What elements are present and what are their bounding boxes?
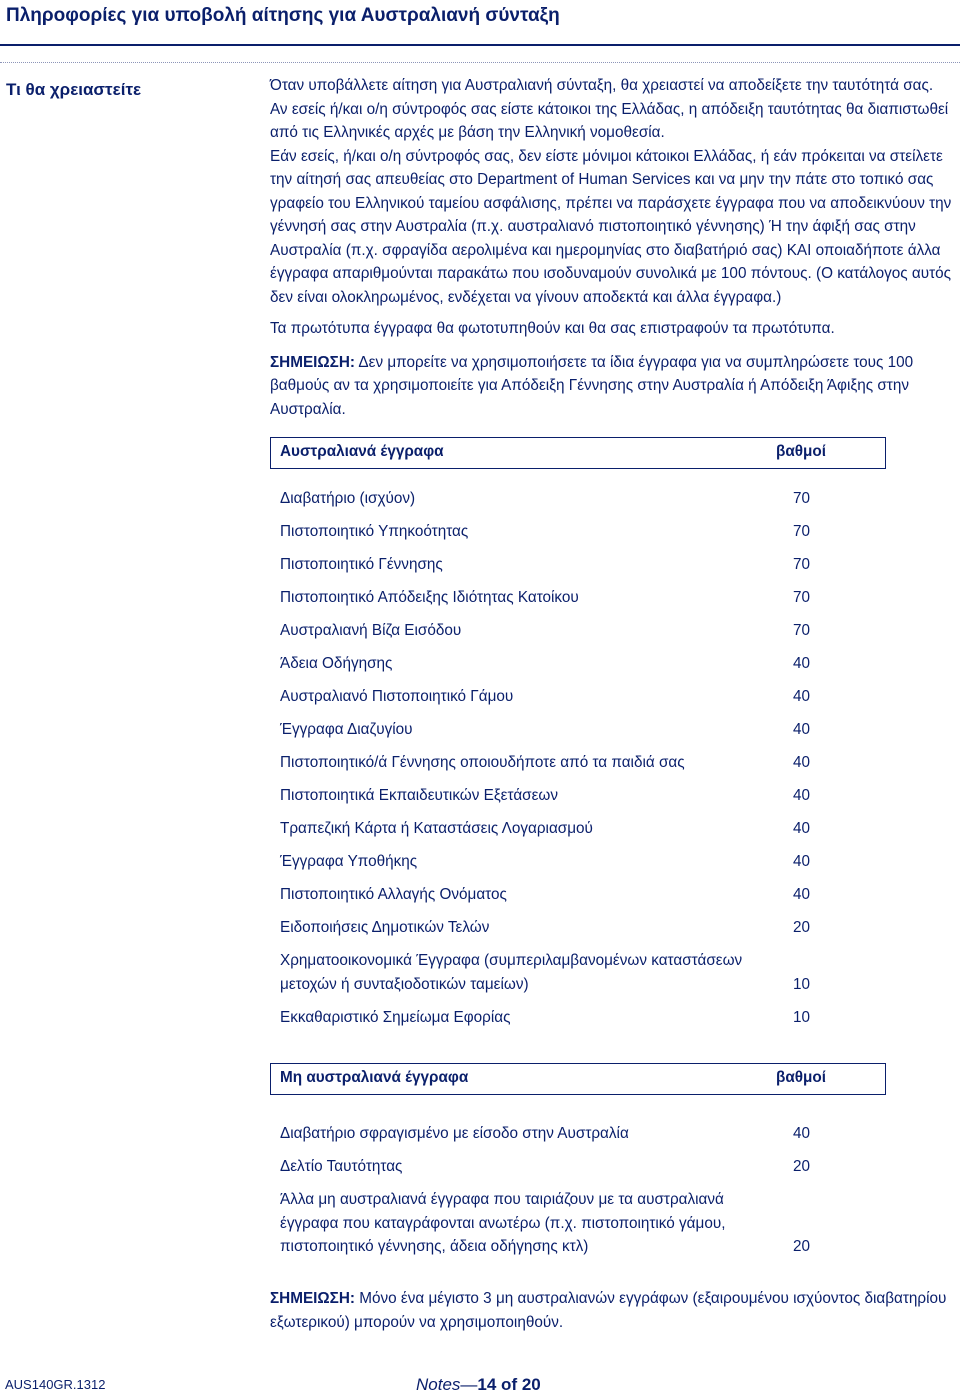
table-row [280,520,880,544]
note-label: ΣΗΜΕΙΩΣΗ: [270,353,356,371]
document-name: Εκκαθαριστικό Σημείωμα Εφορίας [280,1008,511,1026]
australian-docs-header-label: Αυστραλιανά έγγραφα [280,443,444,460]
non-australian-docs-list [280,1122,880,1268]
document-name: Διαβατήριο σφραγισμένο με είσοδο στην Αυστραλία [280,1125,629,1142]
document-points: 40 [793,820,811,837]
document-name: Τραπεζική Κάρτα ή Καταστάσεις Λογαριασμού [280,820,593,837]
page-indicator [416,1375,541,1395]
document-name: Δελτίο Ταυτότητας [280,1158,403,1175]
note-text: Δεν μπορείτε να χρησιμοποιήσετε τα ίδια έγγραφα για να συμπληρώσετε τους 100 βαθμούς αν τα χρησιμοποιείτε για Απόδειξη Γέννησης στην Αυστραλία ή Απόδειξη Άφιξης στην Αυστραλία. [270,353,914,418]
document-points: 40 [793,721,811,738]
table-row [280,685,880,709]
page-separator: — [460,1375,478,1394]
table-row [280,850,880,874]
document-name: Πιστοποιητικό Υπηκοότητας [280,523,469,540]
document-points: 40 [793,688,811,705]
document-name: Πιστοποιητικό Απόδειξης Ιδιότητας Κατοίκου [280,589,579,606]
document-name: Άδεια Οδήγησης [280,655,393,672]
document-points: 20 [793,919,811,936]
table-row [280,751,880,775]
document-points: 40 [793,1125,811,1142]
table-row [280,1188,880,1259]
document-points: 40 [793,886,811,903]
document-name: Πιστοποιητικό Αλλαγής Ονόματος [280,886,507,903]
table-row [280,1122,880,1146]
intro-paragraph-1: Όταν υποβάλλετε αίτηση για Αυστραλιανή σύνταξη, θα χρειαστεί να αποδείξετε την ταυτότητά σας. Αν εσείς ή/και ο/η σύντροφός σας είστε κάτοικοι της Ελλάδας, η απόδειξη ταυτότητας θα διαπιστωθεί από τις Ελληνικές αρχές με βάση την Ελληνική νομοθεσία. [270,77,949,141]
document-name: Αυστραλιανή Βίζα Εισόδου [280,622,462,639]
intro-content [270,74,954,431]
table-row [280,487,880,511]
document-points: 40 [793,853,811,870]
document-points: 10 [793,1008,811,1026]
title-bar [0,0,960,46]
section-label: Τι θα χρειαστείτε [6,80,142,99]
document-points: 40 [793,787,811,804]
bottom-note-text: Μόνο ένα μέγιστο 3 μη αυστραλιανών εγγράφων (εξαιρουμένου ισχύοντος διαβατηρίου εξωτερικού) μπορούν να χρησιμοποιηθούν. [270,1290,947,1331]
document-points: 40 [793,655,811,672]
page-number: 14 of 20 [477,1375,541,1394]
document-name: Αυστραλιανό Πιστοποιητικό Γάμου [280,688,514,705]
table-row [280,718,880,742]
document-name: Έγγραφα Υποθήκης [280,853,418,870]
document-points: 40 [793,754,811,771]
intro-paragraph-3: Τα πρωτότυπα έγγραφα θα φωτοτυπηθούν και θα σας επιστραφούν τα πρωτότυπα. [270,320,835,337]
page-title: Πληροφορίες για υποβολή αίτησης για Αυστραλιανή σύνταξη [6,5,560,26]
document-points: 20 [793,1158,811,1175]
section-divider [0,62,960,63]
document-name: Άλλα μη αυστραλιανά έγγραφα που ταιριάζουν με τα αυστραλιανά έγγραφα που καταγράφονται ανωτέρω (π.χ. πιστοποιητικό γάμου, πιστοποιητικό γέννησης, άδεια οδήγησης κτλ) [280,1191,726,1255]
table-row [280,652,880,676]
table-row [280,817,880,841]
intro-paragraph-2: Εάν εσείς, ή/και ο/η σύντροφός σας, δεν είστε μόνιμοι κάτοικοι Ελλάδας, ή εάν πρόκειται να στείλετε την αίτησή σας απευθείας στο Department of Human Services και να μην την πάτε στο τοπικό σας γραφείο του Ελληνικού ταμείου ασφάλισης, πρέπει να παράσχετε έγγραφα που να αποδεικνύουν την γέννησή σας στην Αυστραλία (π.χ. αυστραλιανό πιστοποιητικό γέννησης) Ή την άφιξή σας στην Αυστραλία (π.χ. σφραγίδα αερολιμένα και ημερομηνίας στο διαβατήριό σας) ΚΑΙ οποιαδήποτε άλλα έγγραφα απαριθμούνται παρακάτω που ισοδυναμούν συνολικά με 100 πόντους. (Ο κατάλογος αυτός δεν είναι ολοκληρωμένος, ενδέχεται να γίνουν αποδεκτά και άλλα έγγραφα.) [270,147,952,306]
document-name: Πιστοποιητικό Γέννησης [280,556,443,573]
document-name: Πιστοποιητικά Εκπαιδευτικών Εξετάσεων [280,787,559,804]
table-row [280,586,880,610]
document-points: 70 [793,589,811,606]
table-row [280,1006,880,1030]
document-name: Διαβατήριο (ισχύον) [280,490,416,507]
document-points: 10 [793,975,811,993]
table-row [280,553,880,577]
document-points: 70 [793,622,811,639]
table-row [280,784,880,808]
document-points: 70 [793,523,811,540]
document-name: Έγγραφα Διαζυγίου [280,721,413,738]
bottom-note [270,1287,954,1334]
document-name: Ειδοποιήσεις Δημοτικών Τελών [280,919,490,936]
table-row [280,619,880,643]
document-code: AUS140GR.1312 [5,1377,106,1392]
australian-docs-points-header: βαθμοί [776,443,826,460]
notes-label: Notes [416,1375,461,1394]
bottom-note-label: ΣΗΜΕΙΩΣΗ: [270,1290,356,1307]
table-row [280,949,880,996]
document-points: 20 [793,1238,811,1255]
non-australian-docs-points-header: βαθμοί [776,1069,826,1086]
document-name: Πιστοποιητικό/ά Γέννησης οποιουδήποτε από τα παιδιά σας [280,754,685,771]
non-australian-docs-header-label: Μη αυστραλιανά έγγραφα [280,1069,469,1086]
document-points: 70 [793,556,811,573]
table-row [280,1155,880,1179]
table-row [280,883,880,907]
non-australian-docs-header [270,1063,886,1095]
document-points: 70 [793,490,811,507]
australian-docs-list [280,487,880,1039]
table-row [280,916,880,940]
australian-docs-header [270,437,886,469]
intro-note [270,351,954,422]
document-name: Χρηματοοικονομικά Έγγραφα (συμπεριλαμβανομένων καταστάσεων μετοχών ή συνταξιοδοτικών ταμείων) [280,952,743,993]
